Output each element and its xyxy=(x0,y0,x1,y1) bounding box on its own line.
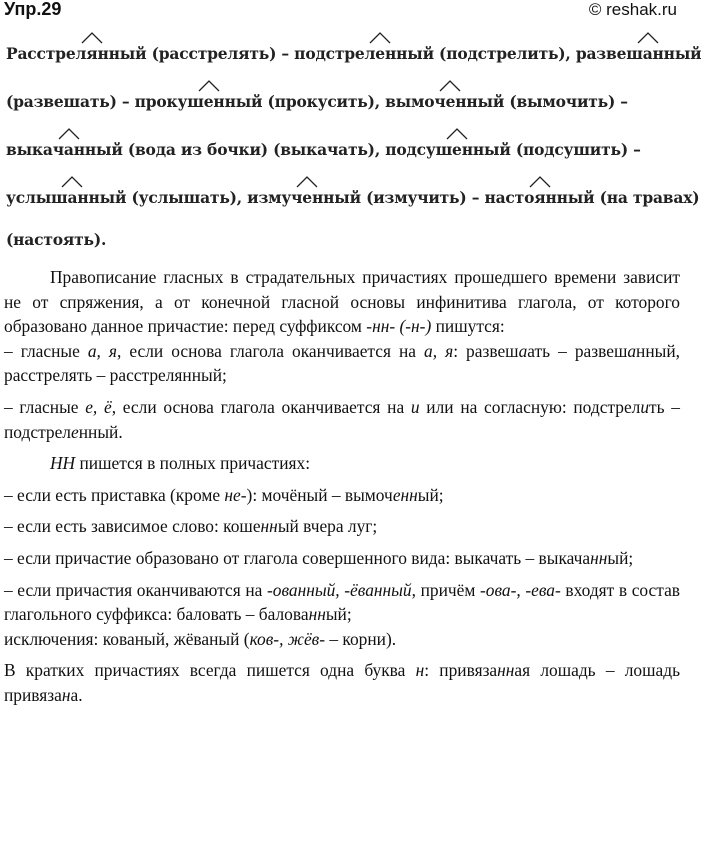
site-credit: © reshak.ru xyxy=(588,0,677,19)
accent-mark: а xyxy=(64,140,74,159)
short-participle-rule: В кратких причастиях всегда пишется одна буква н: привязанная лошадь – лошадь привязана. xyxy=(4,660,680,705)
accent-mark: а xyxy=(68,188,78,207)
accent-mark: а xyxy=(643,44,653,63)
accent-mark: е xyxy=(452,140,462,159)
nn-heading: НН пишется в полных причастиях: xyxy=(50,453,311,474)
nn-case-dependent-word: – если есть зависимое слово: кошeнный вчера луг; xyxy=(4,516,378,537)
accent-mark: е xyxy=(446,92,456,111)
nn-case-ovanny: – если причастия оканчиваются на -ованный, -ёванный, причём -ова-, -ева- входят в состав глагольного суффикса: баловать – балованный; xyxy=(4,579,681,625)
rule-a-ya: – гласные а, я, если основа глагола оканчивается на а, я: развешаать – развешанный, расстрелять – расстрелянный; xyxy=(4,340,680,386)
rule-e-yo: – гласные е, ё, если основа глагола оканчивается на и или на согласную: подстрелить – подстреленный. xyxy=(4,396,680,442)
rule-intro: Правописание гласных в страдательных причастиях прошедшего времени зависит не от спряжения, а от конечной гласной основы инфинитива глагола, от которого образовано данное причастие: перед суффиксом -нн- (-н-) пишутся: xyxy=(4,267,680,337)
accent-mark: я xyxy=(534,188,545,207)
page-header xyxy=(0,0,683,26)
nn-case-prefix: – если есть приставка (кроме не-): мочёный – вымоченный; xyxy=(4,484,444,505)
answer-line-5: (настоять). xyxy=(6,230,107,249)
exercise-title: Упр.29 xyxy=(4,0,62,19)
nn-case-perfective: – если причастие образовано от глагола совершенного вида: выкачать – выкачанный; xyxy=(4,547,634,568)
answer-line-3: выкач анный (вода из бочки) (выкачать), подсуш енный (подсушить) – xyxy=(6,140,641,159)
accent-mark: е xyxy=(204,92,214,111)
accent-mark: е xyxy=(302,188,312,207)
answer-line-2: (развешать) – прокуш енный (прокусить), вымоч енный (вымочить) – xyxy=(6,92,628,111)
answer-line-1: Расстрел янный (расстрелять) – подстрел енный (подстрелить), развеш анный xyxy=(6,44,701,63)
nn-exceptions: исключения: кованый, жёваный (ков-, жёв- – корни). xyxy=(4,628,397,649)
accent-mark: я xyxy=(86,44,97,63)
answer-line-4: услыш анный (услышать), измуч енный (измучить) – насто янный (на травах) xyxy=(6,188,699,207)
rules-block xyxy=(4,265,680,708)
accent-mark: е xyxy=(375,44,385,63)
